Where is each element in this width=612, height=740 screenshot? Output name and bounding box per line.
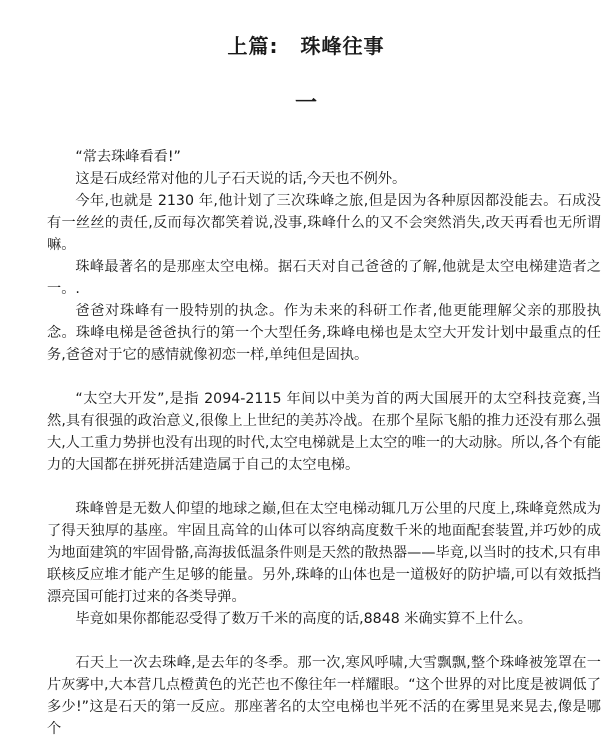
section-number: 一 <box>294 91 317 116</box>
paragraph: 珠峰最著名的是那座太空电梯。据石天对自己爸爸的了解,他就是太空电梯建造者之一。. <box>47 259 601 297</box>
chapter-part-label: 上篇: <box>227 34 279 58</box>
chapter-title <box>0 30 612 59</box>
paragraph: 珠峰曾是无数人仰望的地球之巅,但在太空电梯动辄几万公里的尺度上,珠峰竟然成为了得天独厚的基座。牢固且高耸的山体可以容纳高度数千米的地面配套装置,并巧妙的成为地面建筑的牢固骨骼,高海拔低温条件则是天然的散热器——毕竟,以当时的技术,只有串联核反应堆才能产生足够的能量。另外,珠峰的山体也是一道极好的防护墙,可以有效抵挡漂亮国可能打过来的各类导弹。 <box>47 501 601 605</box>
paragraph: 石天上一次去珠峰,是去年的冬季。那一次,寒风呼啸,大雪飘飘,整个珠峰被笼罩在一片灰雾中,大本营几点橙黄色的光芒也不像往年一样耀眼。“这个世界的对比度是被调低了多少!”这是石天的第一反应。那座著名的太空电梯也半死不活的在雾里晃来晃去,像是哪个 <box>47 655 601 737</box>
paragraph: “常去珠峰看看!” <box>75 149 181 165</box>
paragraph-gap <box>47 476 601 498</box>
paragraph-gap <box>47 630 601 652</box>
paragraph: 今年,也就是 2130 年,他计划了三次珠峰之旅,但是因为各种原因都没能去。石成没有一丝丝的责任,反而每次都笑着说,没事,珠峰什么的又不会突然消失,改天再看也无所谓嘛。 <box>47 193 601 253</box>
paragraph: 这是石成经常对他的儿子石天说的话,今天也不例外。 <box>75 171 407 187</box>
paragraph-gap <box>47 366 601 388</box>
body-text <box>47 146 601 740</box>
paragraph: “太空大开发”,是指 2094-2115 年间以中美为首的两大国展开的太空科技竞赛,当然,具有很强的政治意义,很像上上世纪的美苏冷战。在那个星际飞船的推力还没有那么强大,人工重力势拼也没有出现的时代,太空电梯就是上太空的唯一的大动脉。所以,各个有能力的大国都在拼死拼活建造属于自己的太空电梯。 <box>47 391 601 473</box>
paragraph: 毕竟如果你都能忍受得了数万千米的高度的话,8848 米确实算不上什么。 <box>75 611 532 627</box>
paragraph: 爸爸对珠峰有一股特别的执念。作为未来的科研工作者,他更能理解父亲的那股执念。珠峰电梯是爸爸执行的第一个大型任务,珠峰电梯也是太空大开发计划中最重点的任务,爸爸对于它的感情就像初恋一样,单纯但是固执。 <box>47 303 601 363</box>
chapter-title-text: 珠峰往事 <box>300 34 385 58</box>
